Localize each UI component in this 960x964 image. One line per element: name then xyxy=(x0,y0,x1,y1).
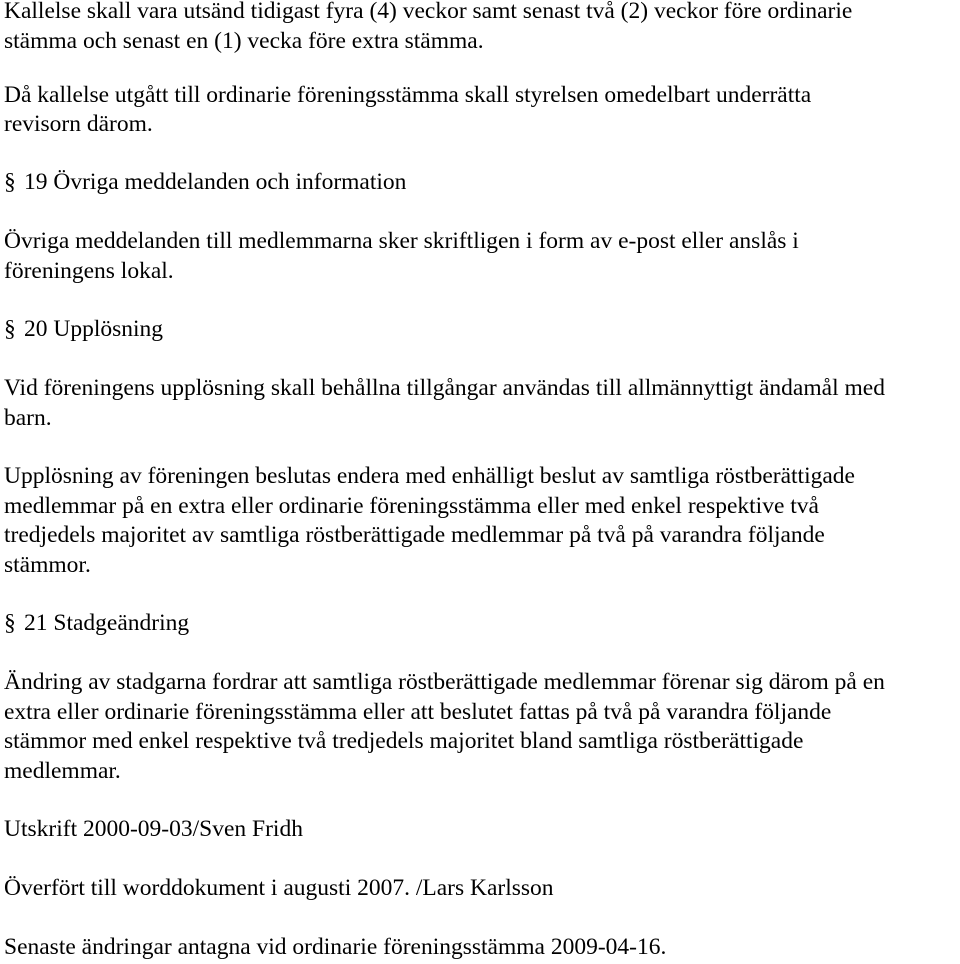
text-line: Vid föreningens upplösning skall behållna tillgångar användas till allmännyttigt ändamål med xyxy=(4,375,885,401)
text-line: Kallelse skall vara utsänd tidigast fyra (4) veckor samt senast två (2) veckor före ordinarie xyxy=(4,0,853,24)
text-line: Senaste ändringar antagna vid ordinarie föreningsstämma 2009-04-16. xyxy=(4,934,667,960)
section-title: 21 Stadgeändring xyxy=(24,610,190,636)
text-line: barn. xyxy=(4,405,52,431)
section-title: 19 Övriga meddelanden och information xyxy=(24,169,407,195)
section-heading-19 xyxy=(4,167,406,197)
text-line: Då kallelse utgått till ordinarie föreningsstämma skall styrelsen omedelbart underrätta xyxy=(4,82,812,108)
text-line: medlemmar på en extra eller ordinarie föreningsstämma eller med enkel respektive två xyxy=(4,493,819,519)
section-heading-20 xyxy=(4,314,163,344)
text-line: medlemmar. xyxy=(4,758,121,784)
section-heading-21 xyxy=(4,608,189,638)
text-line: stämma och senast en (1) vecka före extra stämma. xyxy=(4,28,484,54)
text-line: stämmor med enkel respektive två tredjedels majoritet bland samtliga röstberättigade xyxy=(4,728,804,754)
text-line: Upplösning av föreningen beslutas endera med enhälligt beslut av samtliga röstberättigade xyxy=(4,463,855,489)
text-line: Utskrift 2000-09-03/Sven Fridh xyxy=(4,816,303,842)
section-sign: § xyxy=(4,169,16,195)
section-sign: § xyxy=(4,610,16,636)
text-line: revisorn därom. xyxy=(4,111,153,137)
section-title: 20 Upplösning xyxy=(24,316,164,342)
section-sign: § xyxy=(4,316,16,342)
text-line: Ändring av stadgarna fordrar att samtliga röstberättigade medlemmar förenar sig därom på en xyxy=(4,669,885,695)
text-line: föreningens lokal. xyxy=(4,258,174,284)
text-line: Övriga meddelanden till medlemmarna sker skriftligen i form av e-post eller anslås i xyxy=(4,228,799,254)
text-line: tredjedels majoritet av samtliga röstberättigade medlemmar på två på varandra följande xyxy=(4,522,825,548)
text-line: extra eller ordinarie föreningsstämma eller att beslutet fattas på två på varandra följande xyxy=(4,699,832,725)
text-line: Överfört till worddokument i augusti 2007. /Lars Karlsson xyxy=(4,875,554,901)
text-line: stämmor. xyxy=(4,552,91,578)
